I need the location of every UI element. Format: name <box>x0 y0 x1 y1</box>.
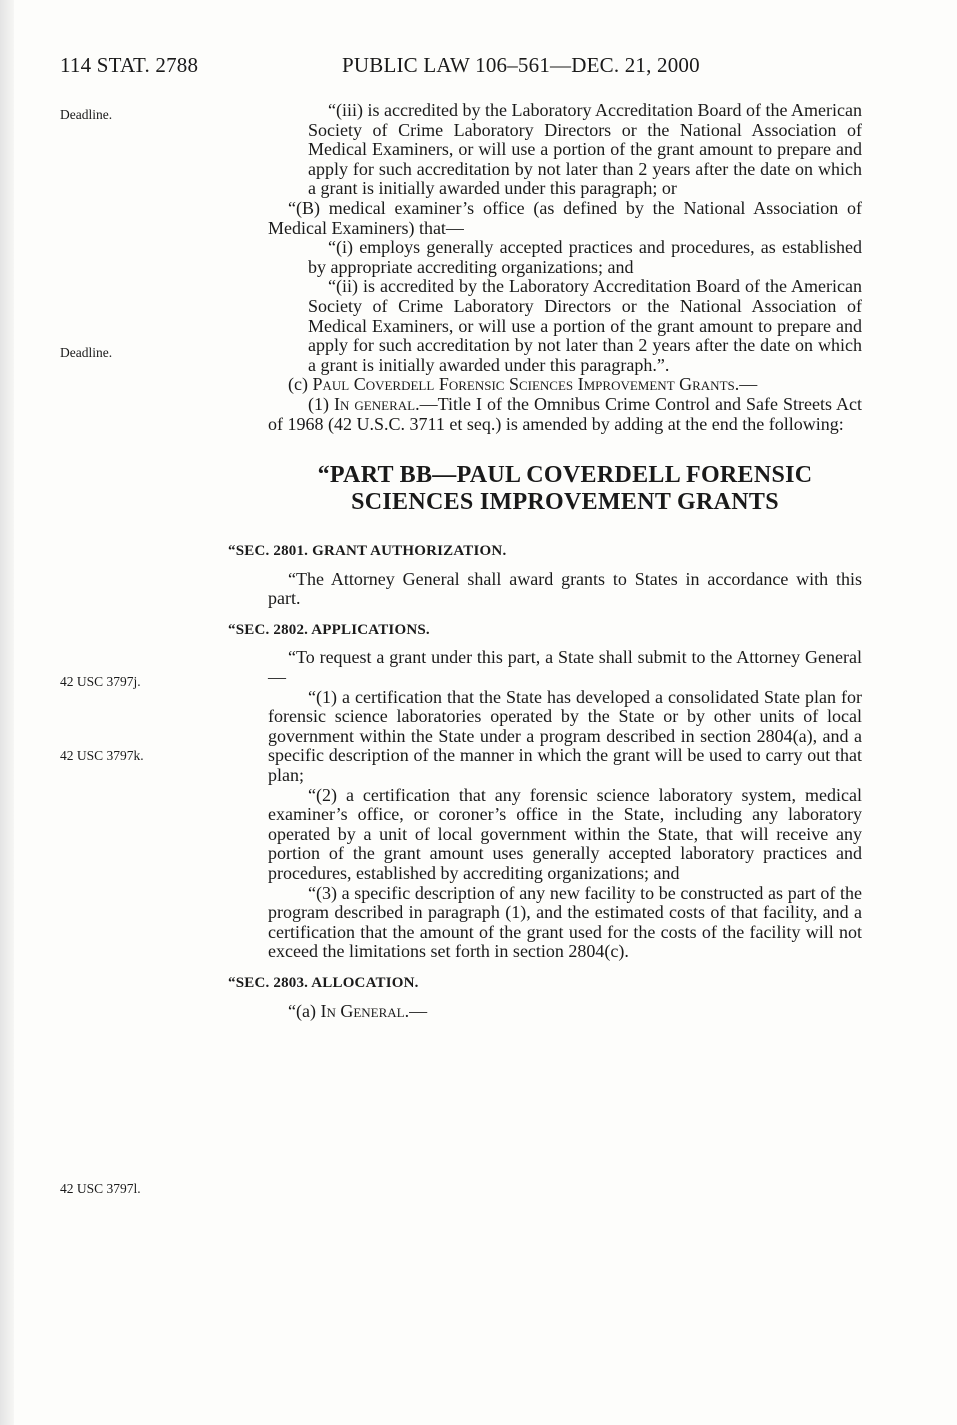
document-body <box>228 100 862 1021</box>
page-number: 114 STAT. 2788 <box>60 53 199 77</box>
margin-note-usc: 42 USC 3797k. <box>60 748 144 763</box>
law-title: PUBLIC LAW 106–561—DEC. 21, 2000 <box>342 53 700 77</box>
section-2802-intro: “To request a grant under this part, a State shall submit to the Attorney General— <box>268 647 862 688</box>
scan-edge <box>0 0 14 1425</box>
part-title: “PART BB—PAUL COVERDELL FORENSIC SCIENCES IMPROVEMENT GRANTS <box>317 462 813 516</box>
subparagraph-b: “(B) medical examiner’s office (as defined by the National Association of Medical Examiners) that— <box>268 197 862 238</box>
margin-note-usc: 42 USC 3797j. <box>60 674 141 689</box>
section-2801-text: “The Attorney General shall award grants to States in accordance with this part. <box>268 568 862 609</box>
section-2802-item-2: “(2) a certification that any forensic science laboratory system, medical examiner’s office, or coroner’s office in the State, including any laboratory operated by a unit of local government within the State, that will receive any portion of the grant amount uses generally accepted laboratory practices and procedures, established by accrediting organizations; and <box>268 784 862 883</box>
margin-note-usc: 42 USC 3797l. <box>60 1181 141 1196</box>
margin-note-deadline: Deadline. <box>60 107 113 122</box>
clause-ii: “(ii) is accredited by the Laboratory Accreditation Board of the American Society of Crime Laboratory Directors or the National Association of Medical Examiners, or will use a portion of the grant amount to prepare and apply for such accreditation by not later than 2 years after the date on which a grant is initially awarded under this paragraph.”. <box>308 276 862 375</box>
paragraph-1-heading: In general <box>334 393 416 414</box>
section-heading-2801: “SEC. 2801. GRANT AUTHORIZATION. <box>228 543 507 560</box>
section-2802-item-1: “(1) a certification that the State has developed a consolidated State plan for forensic science laboratories operated by the State or by other units of local government within the State under a program described in section 2804(a), and a specific description of the manner in which the grant will be used to carry out that plan; <box>268 686 862 786</box>
paragraph-1: (1) In general.—Title I of the Omnibus Crime Control and Safe Streets Act of 1968 (42 U.S.C. 3711 et seq.) is amended by adding at the end the following: <box>268 393 862 434</box>
section-heading-2803: “SEC. 2803. ALLOCATION. <box>228 974 419 991</box>
subsection-c-heading: Paul Coverdell Forensic Sciences Improvement Grants <box>312 374 735 395</box>
clause-iii: “(iii) is accredited by the Laboratory Accreditation Board of the American Society of Crime Laboratory Directors or the National Association of Medical Examiners, or will use a portion of the grant amount to prepare and apply for such accreditation by not later than 2 years after the date on which a grant is initially awarded under this paragraph; or <box>308 100 862 199</box>
margin-note-deadline: Deadline. <box>60 345 113 360</box>
section-2802-item-3: “(3) a specific description of any new facility to be constructed as part of the program described in paragraph (1), and the estimated costs of that facility, and a certification that the amount of the grant used for the costs of the facility will not exceed the limitations set forth in section 2804(c). <box>268 882 862 962</box>
subsection-c: (c) Paul Coverdell Forensic Sciences Improvement Grants.— <box>288 374 758 395</box>
section-2803-subsection-a: “(a) In General.— <box>288 1000 428 1021</box>
section-heading-2802: “SEC. 2802. APPLICATIONS. <box>228 621 430 638</box>
clause-i: “(i) employs generally accepted practices and procedures, as established by appropriate accrediting organizations; and <box>308 237 862 277</box>
